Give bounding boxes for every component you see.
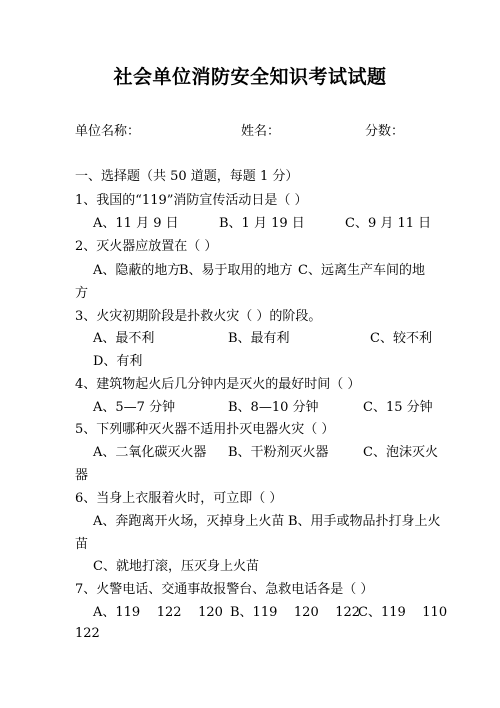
option-c: C、就地打滚，压灭身上火苗 bbox=[93, 559, 259, 574]
question-1-options bbox=[93, 212, 433, 230]
question-2-options bbox=[93, 259, 433, 277]
option-d: D、有利 bbox=[93, 354, 143, 369]
option-b: B、易于取用的地方 bbox=[179, 263, 293, 278]
option-c: C、远离生产车间的地 bbox=[298, 263, 425, 278]
question-5-options bbox=[93, 441, 438, 460]
option-b: B、1 月 19 日 bbox=[219, 216, 305, 231]
question-2: 2、灭火器应放置在（ ） bbox=[75, 239, 218, 254]
question-6: 6、当身上衣服着火时，可立即（ ） bbox=[75, 491, 283, 506]
option-b: B、119 120 122 bbox=[230, 605, 361, 620]
question-3: 3、火灾初期阶段是扑救火灾（ ）的阶段。 bbox=[75, 309, 322, 324]
option-a: A、5—7 分钟 bbox=[93, 400, 176, 415]
question-4-options bbox=[93, 396, 433, 414]
page-title: 社会单位消防安全知识考试试题 bbox=[113, 66, 387, 88]
question-5: 5、下列哪种灭火器不适用扑灭电器火灾（ ） bbox=[75, 422, 335, 437]
option-b: B、干粉剂灭火器 bbox=[228, 445, 329, 460]
question-3-options bbox=[93, 327, 433, 345]
option-b: B、用手或物品扑打身上火 bbox=[288, 514, 441, 529]
option-c: C、较不利 bbox=[370, 331, 432, 346]
option-c: C、泡沫灭火 bbox=[363, 445, 438, 460]
unit-name-label: 单位名称： bbox=[75, 124, 141, 139]
question-6-options-2 bbox=[93, 555, 433, 573]
option-c: C、15 分钟 bbox=[363, 400, 433, 415]
question-4: 4、建筑物起火后几分钟内是灭火的最好时间（ ） bbox=[75, 377, 361, 392]
score-label: 分数： bbox=[365, 124, 405, 139]
question-2-continuation: 方 bbox=[75, 286, 89, 301]
option-c: C、119 110 bbox=[358, 605, 448, 620]
section-heading: 一、选择题（共 50 道题，每题 1 分） bbox=[75, 169, 299, 184]
question-5-continuation: 器 bbox=[75, 468, 89, 483]
option-a: A、奔跑离开火场，灭掉身上火苗 bbox=[93, 514, 285, 529]
option-a: A、二氧化碳灭火器 bbox=[93, 445, 207, 460]
option-a: A、最不利 bbox=[93, 331, 155, 346]
question-3-options-2 bbox=[93, 350, 433, 368]
option-a: A、119 122 120 bbox=[93, 605, 223, 620]
option-c: C、9 月 11 日 bbox=[345, 216, 432, 231]
info-row bbox=[75, 120, 455, 138]
option-a: A、隐蔽的地方 bbox=[93, 263, 181, 278]
question-6-continuation: 苗 bbox=[75, 537, 89, 552]
question-7-continuation: 122 bbox=[75, 626, 100, 641]
question-7-options bbox=[93, 601, 448, 620]
option-b: B、8—10 分钟 bbox=[228, 400, 319, 415]
option-b: B、最有利 bbox=[228, 331, 290, 346]
name-label: 姓名： bbox=[241, 124, 281, 139]
question-7: 7、火警电话、交通事故报警台、急救电话各是（ ） bbox=[75, 582, 374, 597]
question-6-options bbox=[93, 510, 441, 529]
option-a: A、11 月 9 日 bbox=[93, 216, 179, 231]
question-1: 1、我国的“119”消防宣传活动日是（ ） bbox=[75, 193, 308, 208]
